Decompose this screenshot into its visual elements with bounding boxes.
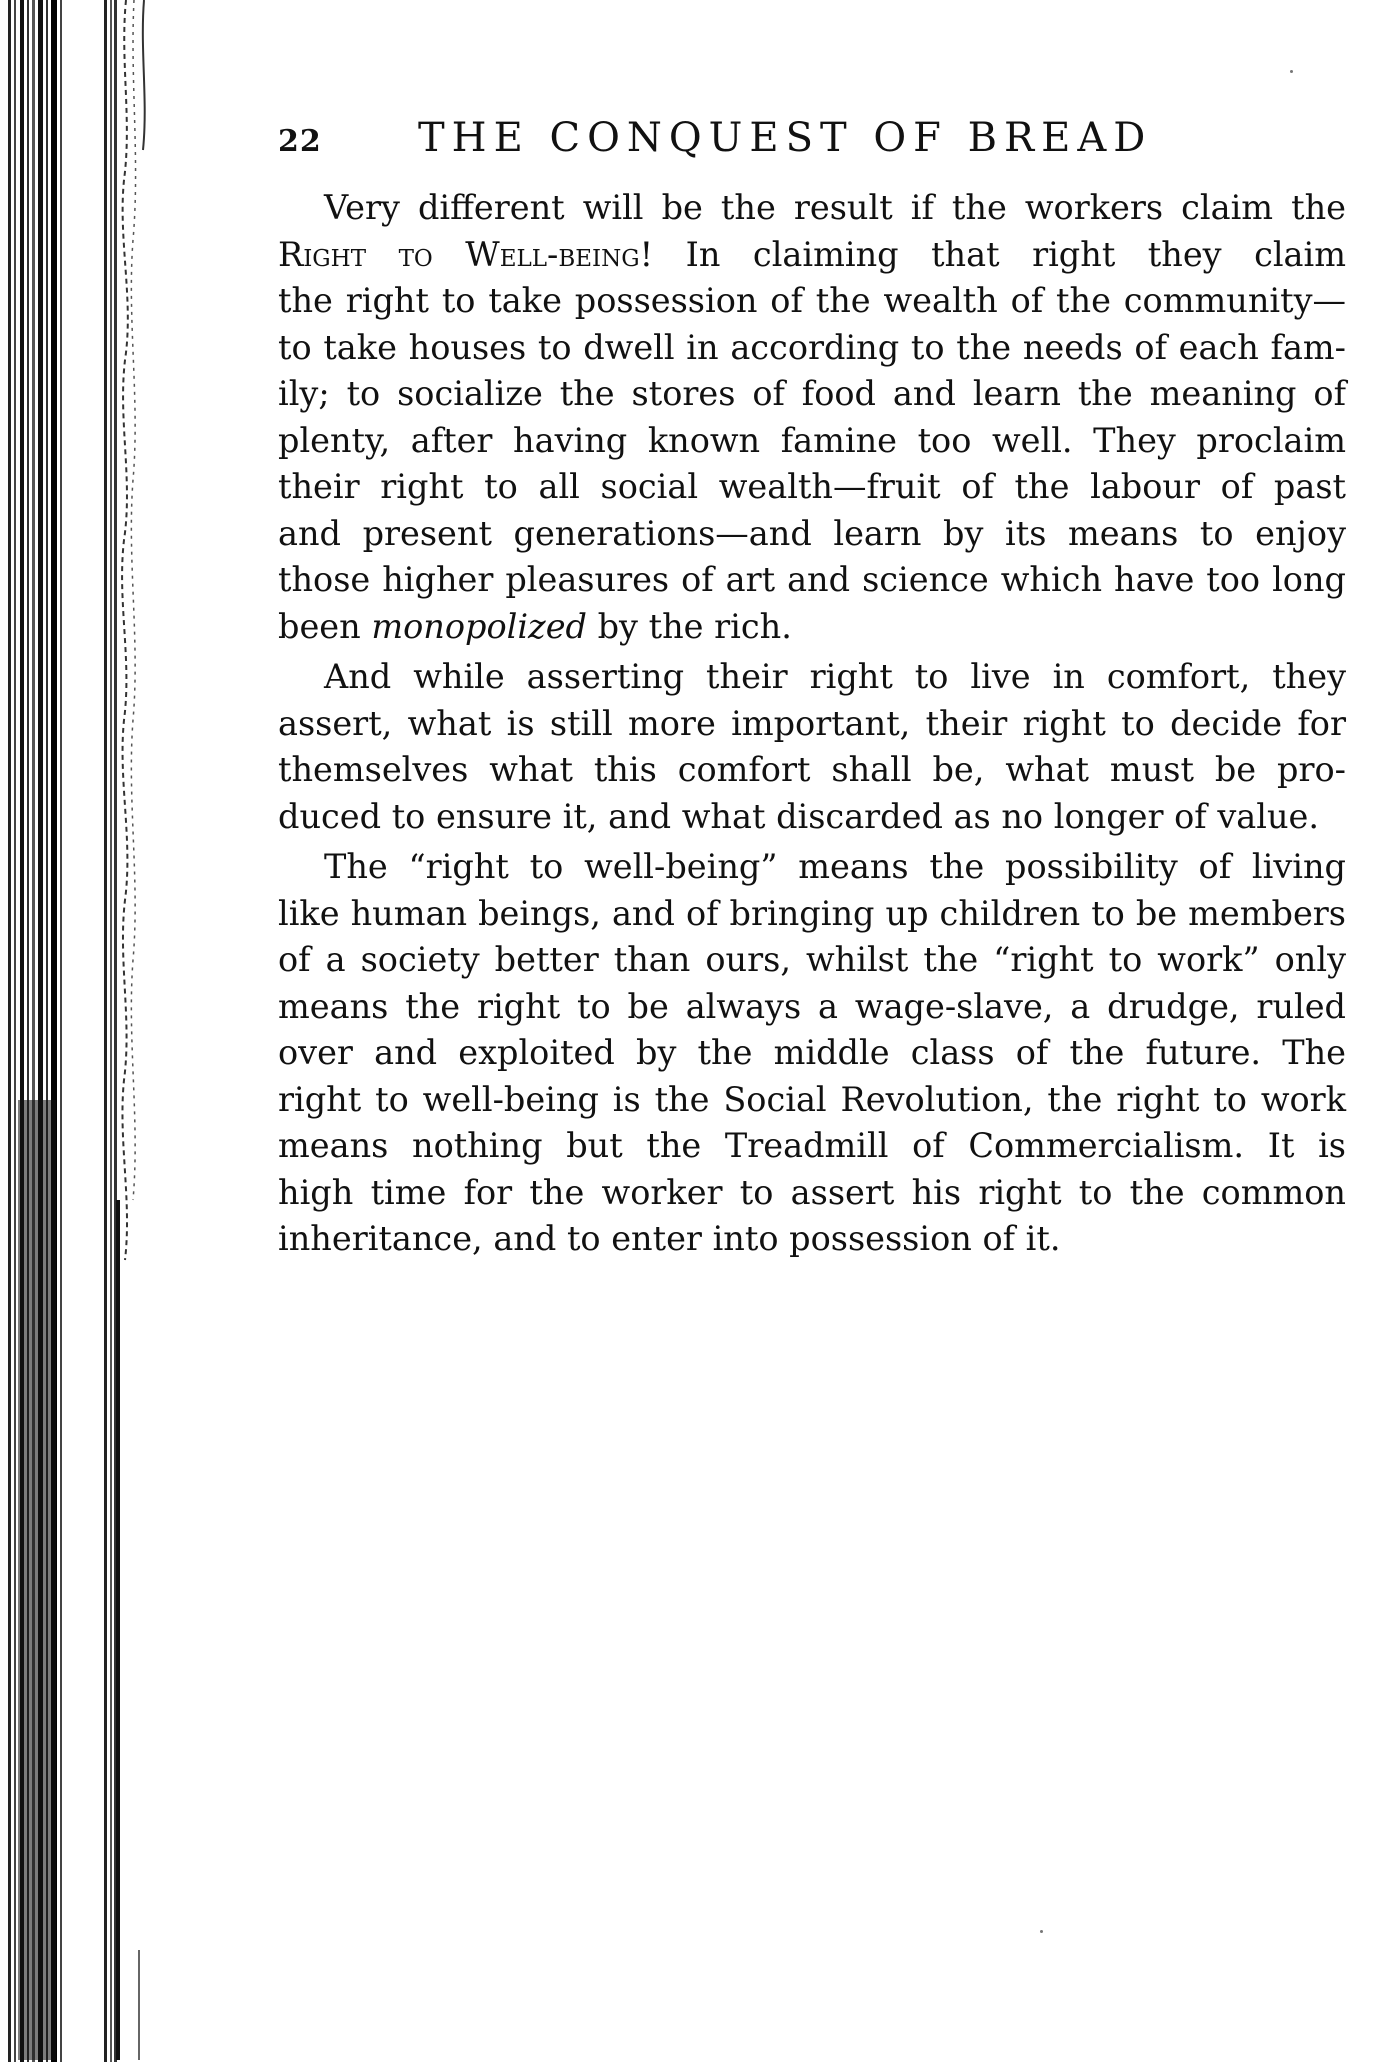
page-header [278,115,1346,175]
text-line: to take houses to dwell in according to the needs of each fam- [278,327,1346,367]
book-spine-edge [0,0,160,2062]
text-line: The “right to well-being” means the possibility of living [324,847,1346,886]
paragraph-3 [278,844,1346,1263]
italic-phrase: monopolized [371,606,587,646]
page-number: 22 [278,124,322,159]
text-line: assert, what is still more important, their right to decide for [278,703,1346,743]
text-line: right to well-being is the Social Revolution, the right to work [278,1079,1346,1119]
running-title: THE CONQUEST OF BREAD [418,115,1153,161]
text-line: those higher pleasures of art and science which have too long [278,560,1346,599]
text-line: over and exploited by the middle class of the future. The [278,1033,1346,1072]
text-line: duced to ensure it, and what discarded as no longer of value. [278,796,1320,836]
small-caps-phrase: Right to Well-being [278,234,640,274]
text-line: been monopolized by the rich. [278,606,792,646]
text-line: like human beings, and of bringing up children to be members [278,893,1346,933]
text-line: ily; to socialize the stores of food and learn the meaning of [278,374,1346,413]
text-line: and present generations—and learn by its means to enjoy [278,513,1346,553]
paragraph-1 [278,185,1346,650]
text-line: plenty, after having known famine too well. They proclaim [278,420,1346,460]
text-line: Right to Well-being! In claiming that right they claim [278,234,1347,274]
print-speck [1290,70,1293,73]
text-line: Very different will be the result if the workers claim the [324,188,1346,227]
text-line: their right to all social wealth—fruit of the labour of past [278,467,1346,506]
text-line: means the right to be always a wage-slave, a drudge, ruled [278,986,1346,1026]
paragraph-2 [278,654,1346,840]
text-line: of a society better than ours, whilst the “right to work” only [278,940,1346,979]
book-page [278,115,1346,1267]
text-line: the right to take possession of the wealth of the community— [278,281,1346,320]
text-line: And while asserting their right to live in comfort, they [324,657,1346,696]
text-line: inheritance, and to enter into possession of it. [278,1219,1061,1258]
text-line: themselves what this comfort shall be, what must be pro- [278,750,1346,789]
text-line: means nothing but the Treadmill of Commercialism. It is [278,1126,1346,1165]
print-speck [1040,1930,1043,1933]
text-line: high time for the worker to assert his right to the common [278,1172,1346,1212]
